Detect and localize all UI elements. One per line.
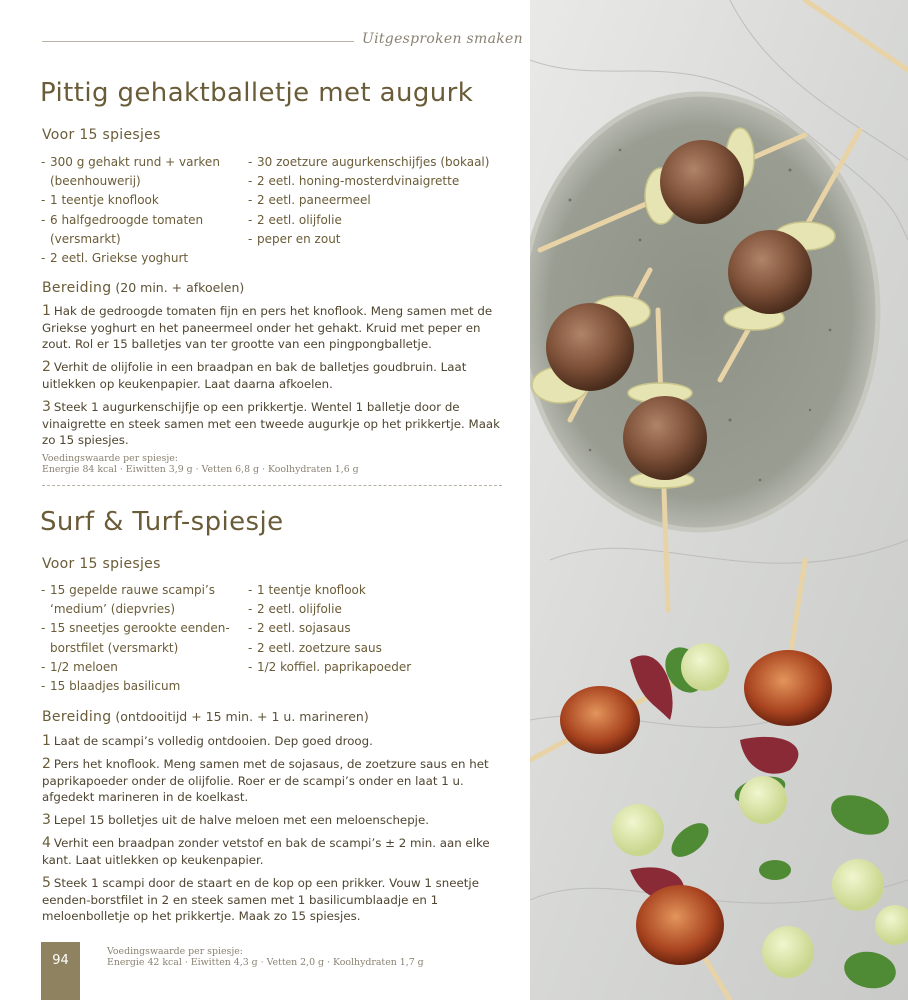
step-text: Steek 1 scampi door de staart en de kop op een prikker. Vouw 1 sneetje eenden-borstfilet in 2 en steek samen met 1 basilicumblaadje en 1 meloenbolletje op het prikkertje. Maak zo 15 spiesjes.: [42, 876, 479, 924]
step-text: Laat de scampi’s volledig ontdooien. Dep goed droog.: [53, 734, 373, 748]
step-text: Lepel 15 bolletjes uit de halve meloen met een meloenschepje.: [53, 813, 429, 828]
preparation-time: (ontdooitijd + 15 min. + 1 u. marineren): [115, 709, 369, 724]
ingredient-item: - 2 eetl. sojasaus: [248, 619, 518, 638]
header-rule: [42, 41, 354, 42]
ingredient-item: - 1 teentje knoflook: [248, 581, 518, 600]
step: [42, 756, 508, 806]
food-photo-illustration: [530, 0, 908, 1000]
ingredient-item: - 15 gepelde rauwe scampi’s: [41, 581, 241, 600]
step: [42, 359, 508, 392]
step-number: 1: [42, 303, 51, 319]
step-text: Pers het knoflook. Meng samen met de sojasaus, de zoetzure saus en het paprikapoeder onder de olijfolie. Roer er de scampi’s onder en laat 1 u. afgedekt marineren in de koelkast.: [42, 757, 489, 805]
step: [42, 303, 508, 353]
recipe2-ingredients-left: [41, 581, 241, 696]
ingredient-item: - 2 eetl. Griekse yoghurt: [41, 249, 241, 268]
nutrition-values: Energie 42 kcal · Eiwitten 4,3 g · Vetten 2,0 g · Koolhydraten 1,7 g: [107, 957, 424, 968]
ingredient-item: - 30 zoetzure augurkenschijfjes (bokaal): [248, 153, 518, 172]
recipe1-servings: Voor 15 spiesjes: [42, 127, 161, 143]
step: [42, 399, 508, 449]
preparation-label: Bereiding: [42, 280, 112, 296]
ingredient-item: borstfilet (versmarkt): [50, 640, 179, 655]
food-photo: [530, 0, 908, 1000]
recipe2-steps: [42, 733, 508, 931]
ingredient-item: (beenhouwerij): [50, 174, 141, 189]
step-text: Hak de gedroogde tomaten fijn en pers het knoflook. Meng samen met de Griekse yoghurt en het paneermeel onder het gehakt. Kruid met peper en zout. Rol er 15 balletjes van ter grootte van een pingpongballetje.: [42, 304, 493, 352]
ingredient-item: ‘medium’ (diepvries): [50, 602, 176, 617]
nutrition-label: Voedingswaarde per spiesje:: [107, 946, 243, 957]
step-number: 4: [42, 835, 51, 852]
recipe1-preparation-heading: [42, 280, 244, 296]
step: [42, 835, 508, 868]
ingredient-item: - 2 eetl. honing-mosterdvinaigrette: [248, 172, 518, 191]
ingredient-item: - 1/2 meloen: [41, 658, 241, 677]
recipe1-nutrition: [42, 453, 359, 475]
ingredient-item: - 1/2 koffiel. paprikapoeder: [248, 658, 518, 677]
step-number: 1: [42, 733, 51, 749]
section-title: Uitgesproken smaken: [362, 31, 523, 47]
page-number-box: [41, 942, 80, 1000]
ingredient-item: - 2 eetl. paneermeel: [248, 191, 518, 210]
ingredient-item: - 15 sneetjes gerookte eenden-: [41, 619, 241, 638]
preparation-time: (20 min. + afkoelen): [115, 280, 245, 295]
ingredient-item: - 15 blaadjes basilicum: [41, 677, 241, 696]
ingredient-item: - 300 g gehakt rund + varken: [41, 153, 241, 172]
step-text: Verhit een braadpan zonder vetstof en bak de scampi’s ± 2 min. aan elke kant. Laat uitlekken op keukenpapier.: [42, 836, 490, 868]
ingredient-item: - 2 eetl. olijfolie: [248, 600, 518, 619]
nutrition-values: Energie 84 kcal · Eiwitten 3,9 g · Vetten 6,8 g · Koolhydraten 1,6 g: [42, 464, 359, 475]
recipe2-ingredients-right: [248, 581, 518, 677]
step-text: Steek 1 augurkenschijfje op een prikkertje. Wentel 1 balletje door de vinaigrette en steek samen met een tweede augurkje op het prikkertje. Maak zo 15 spiesjes.: [42, 399, 500, 448]
recipe2-title: Surf & Turf-spiesje: [40, 507, 284, 537]
recipe2-preparation-heading: [42, 709, 369, 725]
ingredient-item: - 2 eetl. zoetzure saus: [248, 639, 518, 658]
step-text: Verhit de olijfolie in een braadpan en bak de balletjes goudbruin. Laat uitlekken op keukenpapier. Laat daarna afkoelen.: [42, 360, 467, 391]
step-number: 3: [42, 398, 51, 415]
preparation-label: Bereiding: [42, 709, 112, 725]
recipe1-title: Pittig gehaktballetje met augurk: [40, 78, 474, 108]
recipe1-ingredients-right: [248, 153, 518, 249]
ingredient-item: - 1 teentje knoflook: [41, 191, 241, 210]
step-number: 5: [42, 875, 51, 892]
recipe1-ingredients-left: [41, 153, 241, 268]
recipe2-nutrition: [107, 946, 424, 968]
ingredient-item: (versmarkt): [50, 231, 121, 246]
recipe2-servings: Voor 15 spiesjes: [42, 556, 161, 572]
page-number: 94: [52, 953, 69, 968]
step: [42, 812, 508, 829]
step: [42, 875, 508, 925]
recipe1-steps: [42, 303, 508, 455]
recipe-divider: [42, 485, 502, 486]
ingredient-item: - peper en zout: [248, 230, 518, 249]
ingredient-item: - 6 halfgedroogde tomaten: [41, 211, 241, 230]
step: [42, 733, 508, 750]
step-number: 3: [42, 812, 51, 829]
step-number: 2: [42, 756, 51, 773]
nutrition-label: Voedingswaarde per spiesje:: [42, 453, 178, 464]
ingredient-item: - 2 eetl. olijfolie: [248, 211, 518, 230]
step-number: 2: [42, 359, 51, 376]
